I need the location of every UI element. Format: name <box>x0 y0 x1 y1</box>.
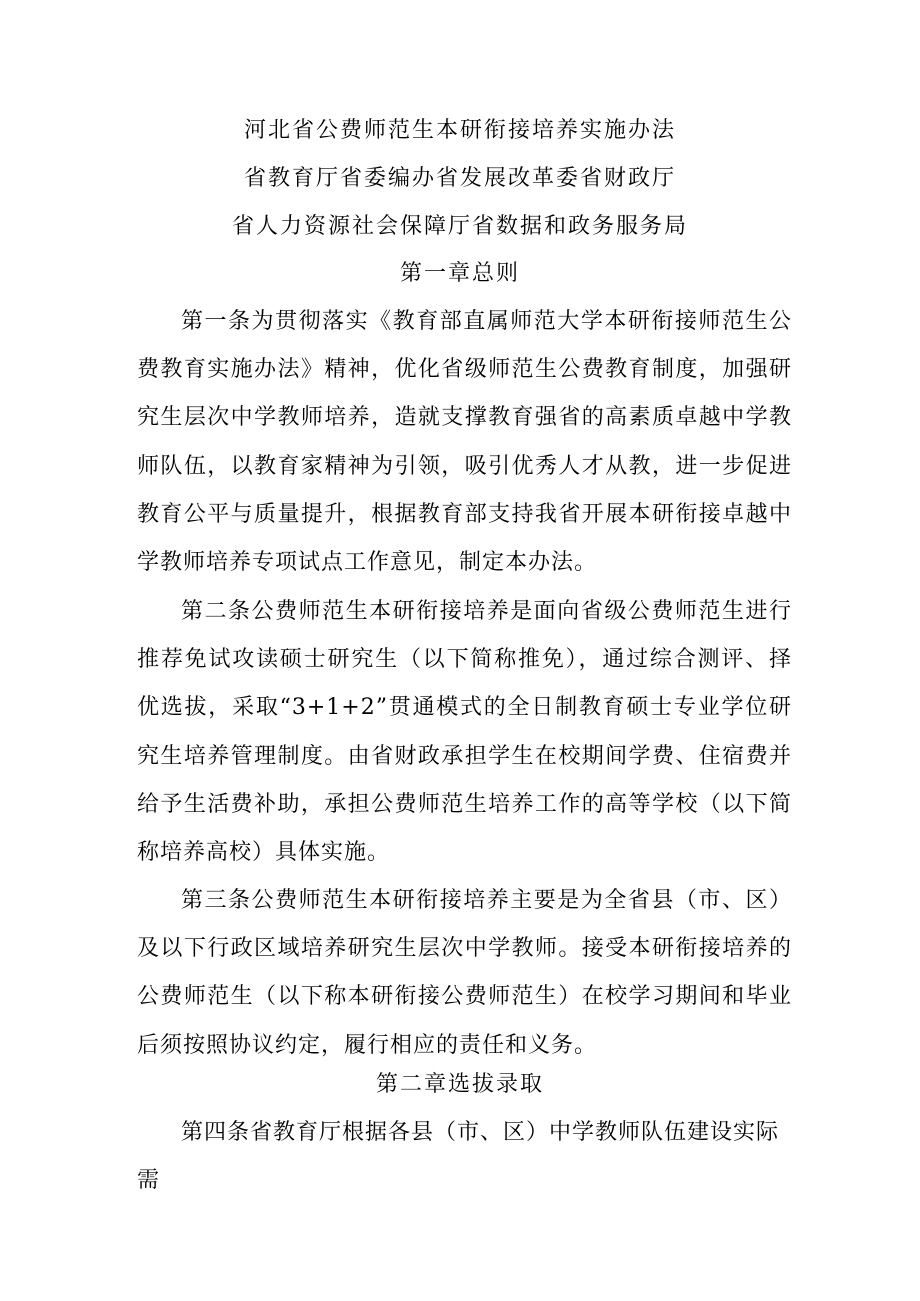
document-title: 河北省公费师范生本研衔接培养实施办法 <box>243 118 676 143</box>
issuers-line-2: 省人力资源社会保障厅省数据和政务服务局 <box>231 214 688 239</box>
article-3: 第三条公费师范生本研衔接培养主要是为全省县（市、区）及以下行政区域培养研究生层次中学教师。接受本研衔接培养的公费师范生（以下称本研衔接公费师范生）在校学习期间和毕业后须按照协议约定，履行相应的责任和义务。 <box>137 888 792 1058</box>
chapter-2-heading: 第二章选拔录取 <box>375 1072 544 1097</box>
chapter-1-heading: 第一章总则 <box>399 261 520 286</box>
issuers-line-1: 省教育厅省委编办省发展改革委省财政厅 <box>243 166 676 191</box>
article-1: 第一条为贯彻落实《教育部直属师范大学本研衔接师范生公费教育实施办法》精神，优化省级师范生公费教育制度，加强研究生层次中学教师培养，造就支撑教育强省的高素质卓越中学教师队伍，以教育家精神为引领，吸引优秀人才从教，进一步促进教育公平与质量提升，根据教育部支持我省开展本研衔接卓越中学教师培养专项试点工作意见，制定本办法。 <box>137 309 792 576</box>
article-4: 第四条省教育厅根据各县（市、区）中学教师队伍建设实际需 <box>137 1120 780 1194</box>
article-2: 第二条公费师范生本研衔接培养是面向省级公费师范生进行推荐免试攻读硕士研究生（以下简称推免），通过综合测评、择优选拔，采取“3+1+2”贯通模式的全日制教育硕士专业学位研究生培养管理制度。由省财政承担学生在校期间学费、住宿费并给予生活费补助，承担公费师范生培养工作的高等学校（以下简称培养高校）具体实施。 <box>137 599 792 866</box>
